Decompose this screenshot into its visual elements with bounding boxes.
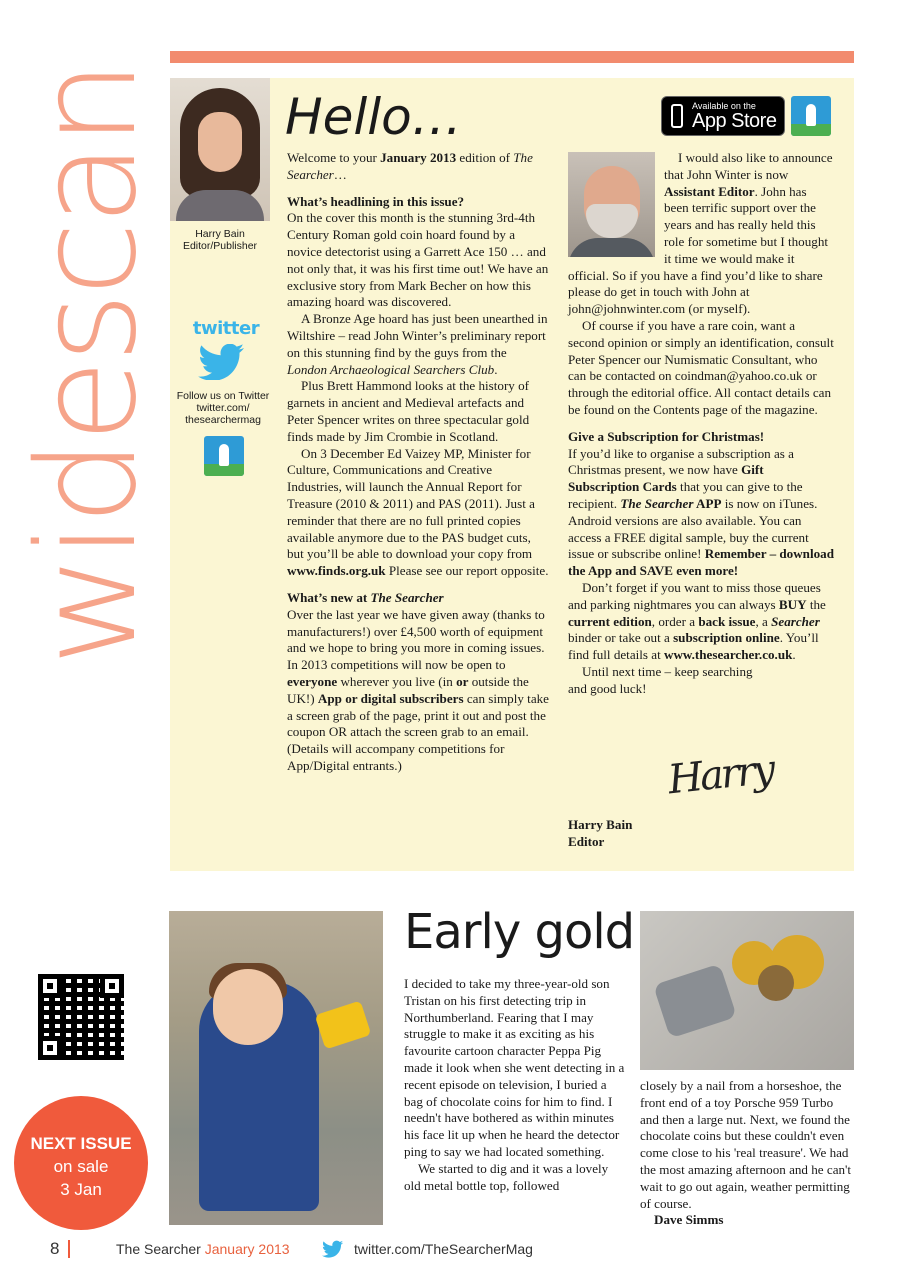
whats-new-heading: What’s new at The Searcher [287, 589, 444, 605]
footer-divider [68, 1240, 70, 1258]
phone-icon [671, 104, 683, 128]
garnets-paragraph: Plus Brett Hammond looks at the history of garnets in ancient and Medieval artefacts and Peter Spencer writes on three spectacular gold finds made by Jim Crombie in Scotland. [287, 378, 530, 444]
searcher-app-icon-top[interactable] [791, 96, 831, 136]
hello-heading: Hello… [285, 88, 462, 146]
qr-code[interactable] [38, 974, 124, 1060]
signatory [568, 817, 768, 851]
numismatic-paragraph: Of course if you have a rare coin, want a second opinion or simply an identification, consult Peter Spencer our Numismatic Consultant, who can be contacted on coindman@yahoo.co.uk or through the editorial office. All contact details can be found on the Contents page of the magazine. [568, 317, 834, 417]
assistant-editor-paragraph: I would also like to announce that John Winter is now Assistant Editor. John has been terrific support over the years and has really held this role for sometime but I thought it time we would make it official. So if you have a find you’d like to share please do get in touch with John at john@johnwinter.com (or myself). [568, 150, 833, 317]
searcher-app-icon[interactable] [204, 436, 244, 476]
next-issue-date: 3 Jan [60, 1180, 102, 1199]
app-store-badge[interactable] [661, 96, 785, 136]
editorial-column-2 [568, 150, 834, 698]
bronze-age-paragraph: A Bronze Age hoard has just been unearthed in Wiltshire – read John Winter’s preliminary report on this stunning find by the guys from the London Archaeological Searchers Club. [287, 311, 548, 377]
top-accent-bar [170, 51, 854, 63]
editor-name: Harry Bain [195, 228, 245, 240]
headline-heading: What’s headlining in this issue? [287, 193, 465, 209]
twitter-url-line1[interactable]: twitter.com/ [196, 402, 250, 414]
treasure-report-paragraph: On 3 December Ed Vaizey MP, Minister for Culture, Communications and Creative Industries, will launch the Annual Report for Treasure (2010 & 2011) and PAS (2011). Just a reminder that there are no full printed copies available anymore due to the PAS budget cuts, but you’ll be able to download your copy from www.finds.org.uk Please see our report opposite. [287, 445, 549, 579]
next-issue-badge [14, 1096, 148, 1230]
next-issue-onsale: on sale [53, 1157, 109, 1176]
sign-off-line1: Until next time – keep searching [582, 663, 753, 679]
welcome-line: Welcome to your January 2013 edition of The Searcher… [287, 150, 533, 182]
sign-off-line2: and good luck! [568, 680, 647, 696]
twitter-bird-icon [198, 344, 246, 380]
early-gold-column-2 [640, 1078, 854, 1229]
editorial-column-1 [287, 150, 549, 775]
editor-photo [170, 78, 270, 221]
early-gold-column-1 [404, 976, 626, 1194]
subscription-heading: Give a Subscription for Christmas! [568, 428, 765, 444]
twitter-logo-text: twitter [192, 318, 260, 339]
editor-caption [170, 228, 270, 252]
early-gold-heading: Early gold [404, 904, 635, 960]
found-objects-photo [640, 911, 854, 1070]
app-store-line1: Available on the [692, 101, 756, 111]
twitter-url-line2[interactable]: thesearchermag [185, 414, 261, 426]
early-gold-author: Dave Simms [654, 1212, 724, 1228]
signatory-name: Harry Bain [568, 817, 633, 832]
competitions-paragraph: Over the last year we have given away (thanks to manufacturers!) over £4,500 worth of equipment and we hope to bring you more in coming issues. In 2013 competitions will now be open to everyone wherever you live (in or outside the UK!) App or digital subscribers can simply take a screen grab of the page, print it out and post the coupon OR attach the screen grab to an email. (Details will accompany competitions for App/Digital entrants.) [287, 606, 549, 773]
early-gold-p2: We started to dig and it was a lovely old metal bottle top, followed [404, 1160, 609, 1193]
boy-detecting-photo [169, 911, 383, 1225]
signatory-role: Editor [568, 833, 605, 849]
twitter-follow-caption [170, 390, 276, 426]
footer-twitter-link[interactable]: twitter.com/TheSearcherMag [354, 1241, 533, 1257]
early-gold-p3: closely by a nail from a horseshoe, the front end of a toy Porsche 959 Turbo and then a large nut. Next, we found the chocolate coins but these couldn't even come close to his 'real treasure'. We had the most amazing afternoon and he can't wait to go out again, weather permitting of course. [640, 1078, 852, 1211]
editor-signature: Harry [665, 746, 775, 804]
twitter-bird-icon-footer [322, 1240, 344, 1258]
early-gold-p1: I decided to take my three-year-old son Tristan on his first detecting trip in Northumberland. Fearing that I may struggle to make it as exciting as his favourite cartoon character Peppa Pig made it look when she went detecting in a recent episode on television, I buried a bag of chocolate coins for him to find. I needn't have bothered as within minutes his face lit up when he heard the detector ping to say we had located something. [404, 976, 625, 1159]
footer-issue: January 2013 [204, 1241, 290, 1257]
buy-paragraph: Don’t forget if you want to miss those queues and parking nightmares you can always BUY the current edition, order a back issue, a Searcher binder or take out a subscription online. You’ll find full details at www.thesearcher.co.uk. [568, 579, 826, 663]
headline-paragraph: On the cover this month is the stunning 3rd-4th Century Roman gold coin hoard found by a novice detectorist using a Garrett Ace 150 … and not only that, it was his first time out! We have an exclusive story from Mark Becher on how this amazing hoard was discovered. [287, 210, 549, 310]
widescan-vertical-logo: widescan [9, 63, 167, 667]
follow-text: Follow us on Twitter [176, 390, 270, 402]
footer-magazine: The Searcher January 2013 [116, 1241, 290, 1257]
subscription-paragraph: If you’d like to organise a subscription as a Christmas present, we now have Gift Subscription Cards that you can give to the recipient. The Searcher APP is now on iTunes. Android versions are also available. You can access a FREE digital sample, buy the current issue or subscribe online! Remember – download the App and SAVE even more! [568, 445, 834, 579]
next-issue-label: NEXT ISSUE [30, 1134, 132, 1153]
editor-role: Editor/Publisher [182, 240, 258, 252]
page-number: 8 [50, 1239, 60, 1258]
app-store-line2: App Store [692, 110, 777, 132]
